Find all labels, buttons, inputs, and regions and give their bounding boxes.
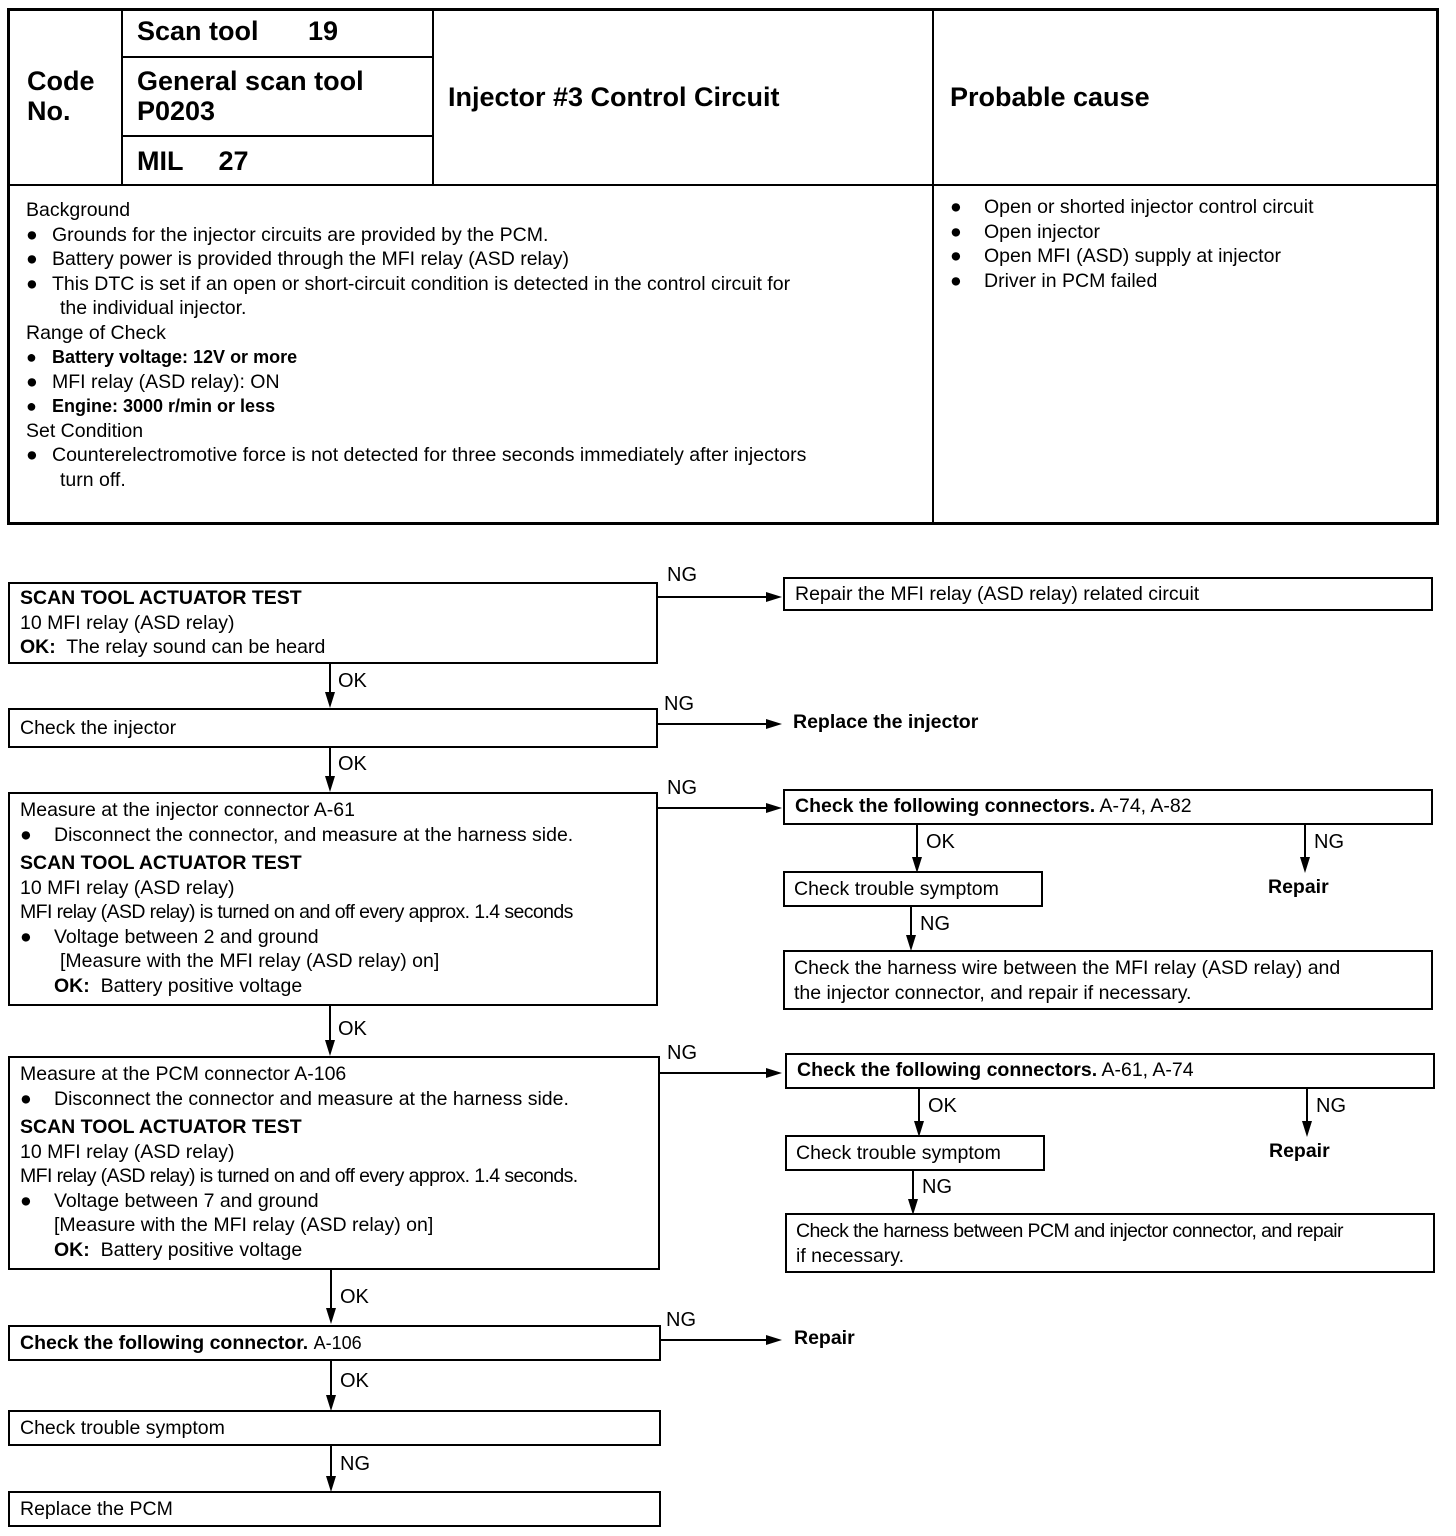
step-check-injector: Check the injector (8, 708, 658, 748)
ok-label: OK (338, 1018, 367, 1040)
arrow-down-icon (1302, 1121, 1312, 1137)
header-divider (7, 184, 1439, 186)
ng-label: NG (667, 777, 697, 799)
check-harness-mfi-injector (783, 950, 1433, 1010)
arrow-down-icon (326, 1308, 336, 1324)
ng-label: NG (667, 1042, 697, 1064)
step-measure-injector-connector (8, 792, 658, 1006)
probable-cause-item: ● Open injector (950, 220, 1100, 243)
background-heading: Background (26, 199, 131, 221)
step-line: MFI relay (ASD relay) is turned on and off every approx. 1.4 seconds (20, 901, 573, 923)
description-block (26, 198, 806, 492)
scan-tool-label: Scan tool (137, 16, 259, 46)
ng-connector (658, 596, 766, 598)
check-connectors-a61-a74: Check the following connectors. A-61, A-74 (785, 1053, 1435, 1089)
range-item: ● Engine: 3000 r/min or less (26, 396, 276, 416)
step-check-trouble-symptom: Check trouble symptom (8, 1410, 661, 1446)
ng-label: NG (1316, 1095, 1346, 1117)
harness-line: if necessary. (796, 1244, 905, 1267)
divider (121, 8, 123, 185)
general-scan-tool-label: General scan tool (137, 66, 364, 96)
no-label: No. (27, 96, 71, 126)
ng-label: NG (340, 1453, 370, 1475)
ng-connector (661, 1339, 766, 1341)
ng-connector (658, 807, 766, 809)
arrow-right-icon (766, 719, 782, 729)
divider (121, 56, 433, 58)
mil-value: 27 (218, 146, 249, 176)
arrow-right-icon (766, 1335, 782, 1345)
step-title: SCAN TOOL ACTUATOR TEST (20, 587, 302, 609)
code-no-label (27, 66, 95, 126)
arrow-down-icon (906, 935, 916, 951)
ng-connector (1304, 825, 1306, 859)
step-ok-line: OK: The relay sound can be heard (20, 636, 326, 658)
set-heading: Set Condition (26, 419, 144, 442)
divider (121, 135, 433, 137)
arrow-right-icon (766, 592, 782, 602)
step-bullet: ● Voltage between 7 and ground (20, 1189, 319, 1212)
ok-label: OK (338, 753, 367, 775)
arrow-down-icon (325, 692, 335, 708)
range-heading: Range of Check (26, 321, 166, 344)
step-line: MFI relay (ASD relay) is turned on and off every approx. 1.4 seconds. (20, 1165, 578, 1187)
ok-label: OK (928, 1095, 957, 1117)
set-item: ● Counterelectromotive force is not detected for three seconds immediately after injectors (26, 444, 807, 466)
arrow-right-icon (766, 1068, 782, 1078)
general-scan-tool-value: P0203 (137, 96, 216, 126)
arrow-down-icon (326, 1476, 336, 1492)
result-repair: Repair (794, 1327, 855, 1349)
ng-connector (330, 1446, 332, 1478)
ok-connector (918, 1089, 920, 1123)
check-trouble-symptom: Check trouble symptom (783, 871, 1043, 907)
step-title: SCAN TOOL ACTUATOR TEST (20, 1116, 302, 1138)
probable-cause-heading: Probable cause (950, 82, 1150, 112)
step-line: Measure at the injector connector A-61 (20, 799, 355, 821)
harness-line: Check the harness between PCM and injector connector, and repair (796, 1220, 1343, 1242)
probable-cause-item: ● Driver in PCM failed (950, 269, 1158, 292)
step-scan-tool-actuator-test (8, 582, 658, 664)
step-bullet: ● Disconnect the connector and measure at the harness side. (20, 1087, 569, 1110)
dtc-title: Injector #3 Control Circuit (448, 82, 780, 112)
step-replace-pcm: Replace the PCM (8, 1491, 661, 1527)
step-check-connector-a106: Check the following connector. A-106 (8, 1325, 661, 1361)
step-line: 10 MFI relay (ASD relay) (20, 1140, 235, 1163)
ng-label: NG (920, 913, 950, 935)
general-scan-tool-cell (137, 66, 364, 126)
step-measure-pcm-connector (8, 1056, 660, 1270)
ok-connector (330, 1270, 332, 1310)
result-replace-injector: Replace the injector (793, 711, 979, 733)
ng-label: NG (667, 564, 697, 586)
ok-connector (329, 748, 331, 778)
background-item: ● Grounds for the injector circuits are provided by the PCM. (26, 223, 549, 246)
code-label: Code (27, 66, 95, 96)
probable-causes-list (950, 195, 1313, 293)
divider (432, 8, 434, 185)
step-line: [Measure with the MFI relay (ASD relay) on] (54, 1214, 434, 1236)
result-repair: Repair (1268, 876, 1329, 898)
ok-connector (329, 664, 331, 694)
arrow-right-icon (766, 803, 782, 813)
arrow-down-icon (325, 1040, 335, 1056)
ng-connector (910, 907, 912, 937)
ok-connector (916, 825, 918, 859)
step-title: SCAN TOOL ACTUATOR TEST (20, 852, 302, 874)
harness-line: the injector connector, and repair if necessary. (794, 981, 1192, 1004)
scan-tool-value: 19 (308, 16, 339, 46)
ng-label: NG (1314, 831, 1344, 853)
step-bullet: ● Disconnect the connector, and measure at the harness side. (20, 823, 574, 846)
step-ok-line: OK: Battery positive voltage (54, 1238, 303, 1261)
arrow-down-icon (1300, 857, 1310, 873)
ng-label: NG (922, 1176, 952, 1198)
step-bullet: ● Voltage between 2 and ground (20, 925, 319, 948)
ok-connector (330, 1361, 332, 1397)
step-line: 10 MFI relay (ASD relay) (20, 611, 235, 634)
set-item-cont: turn off. (60, 468, 126, 491)
probable-cause-item: ● Open MFI (ASD) supply at injector (950, 245, 1281, 267)
probable-cause-item: ● Open or shorted injector control circuit (950, 196, 1314, 218)
ng-label: NG (664, 693, 694, 715)
ng-connector (658, 723, 766, 725)
ok-label: OK (926, 831, 955, 853)
divider (932, 8, 934, 525)
result-repair-mfi-circuit: Repair the MFI relay (ASD relay) related circuit (783, 577, 1433, 611)
step-line: 10 MFI relay (ASD relay) (20, 876, 235, 899)
arrow-down-icon (326, 1395, 336, 1411)
ng-label: NG (666, 1309, 696, 1331)
step-line: [Measure with the MFI relay (ASD relay) on] (60, 950, 440, 972)
check-connectors-a74-a82: Check the following connectors. A-74, A-82 (783, 789, 1433, 825)
arrow-down-icon (325, 776, 335, 792)
ng-connector (1306, 1089, 1308, 1123)
range-item: ● MFI relay (ASD relay): ON (26, 370, 280, 393)
result-repair: Repair (1269, 1140, 1330, 1162)
check-harness-pcm-injector (785, 1213, 1435, 1273)
background-item-cont: the individual injector. (60, 297, 247, 319)
ok-label: OK (338, 670, 367, 692)
mil-label: MIL (137, 146, 183, 176)
ng-connector (660, 1072, 766, 1074)
ok-label: OK (340, 1370, 369, 1392)
step-ok-line: OK: Battery positive voltage (54, 974, 303, 997)
harness-line: Check the harness wire between the MFI relay (ASD relay) and (794, 957, 1341, 979)
mil-cell (137, 146, 249, 176)
range-item: ● Battery voltage: 12V or more (26, 347, 298, 367)
check-trouble-symptom: Check trouble symptom (785, 1135, 1045, 1171)
ng-connector (912, 1171, 914, 1201)
background-item: ● Battery power is provided through the MFI relay (ASD relay) (26, 248, 569, 270)
background-item: ● This DTC is set if an open or short-circuit condition is detected in the control circuit for (26, 272, 791, 295)
ok-connector (329, 1006, 331, 1042)
ok-label: OK (340, 1286, 369, 1308)
scan-tool-cell (137, 16, 338, 46)
step-line: Measure at the PCM connector A-106 (20, 1063, 347, 1085)
